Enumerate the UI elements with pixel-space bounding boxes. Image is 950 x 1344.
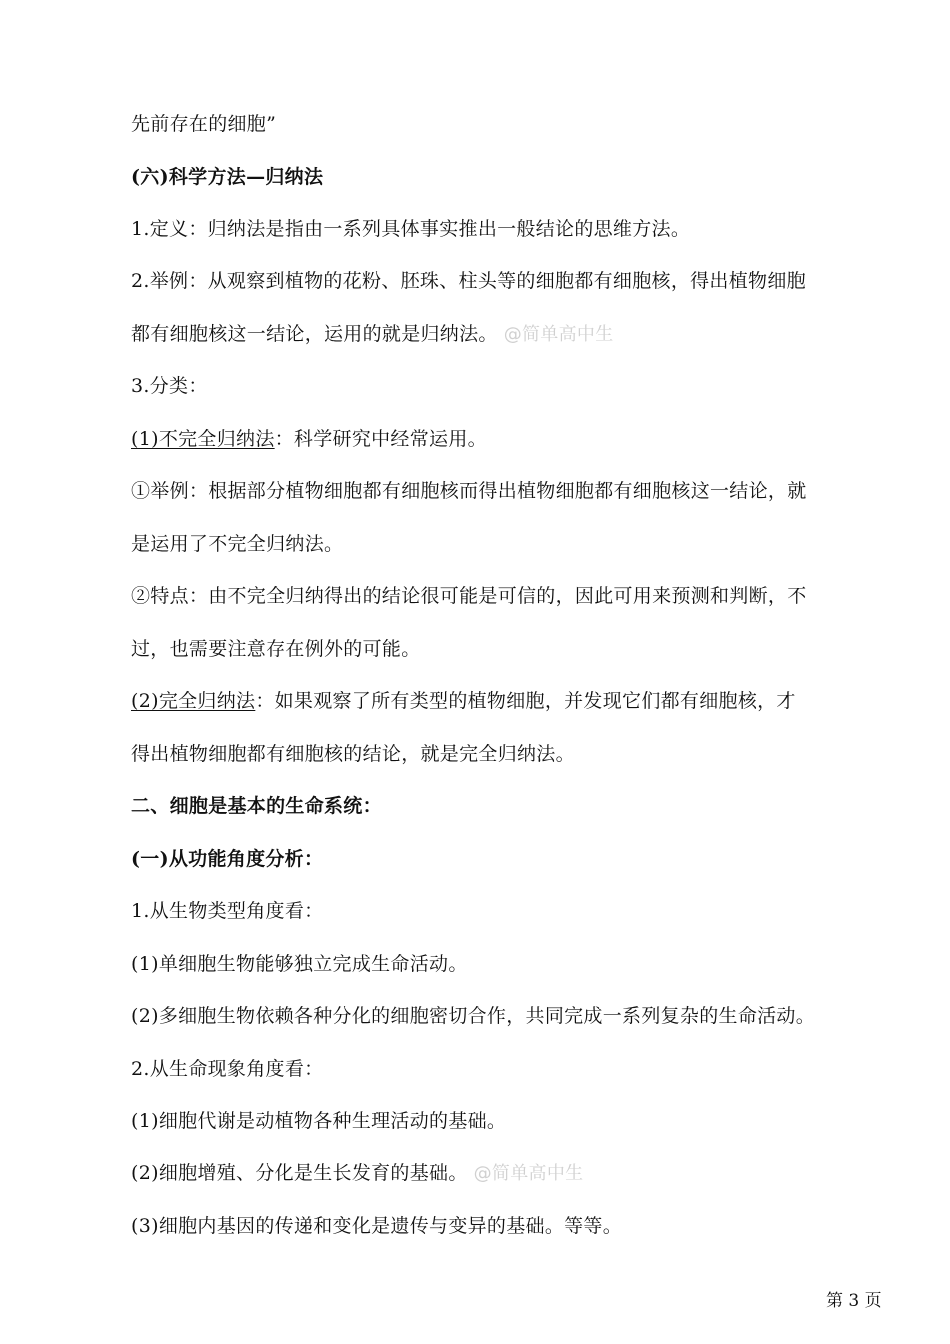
- section-heading: 二、细胞是基本的生命系统：: [131, 795, 382, 817]
- paragraph-line: 2.从生命现象角度看：: [131, 1058, 324, 1080]
- paragraph-line: (2)多细胞生物依赖各种分化的细胞密切合作，共同完成一系列复杂的生命活动。: [131, 1005, 816, 1027]
- paragraph-text: 都有细胞核这一结论，运用的就是归纳法。: [131, 323, 498, 345]
- section-heading: (一)从功能角度分析：: [131, 848, 324, 870]
- paragraph-line: 先前存在的细胞”: [131, 113, 277, 135]
- paragraph-line: 得出植物细胞都有细胞核的结论，就是完全归纳法。: [131, 743, 575, 765]
- paragraph-text: ：科学研究中经常运用。: [274, 428, 487, 450]
- paragraph-line: (1)细胞代谢是动植物各种生理活动的基础。: [131, 1110, 507, 1132]
- paragraph-line: [131, 426, 831, 452]
- paragraph-line: 1.从生物类型角度看：: [131, 900, 324, 922]
- paragraph-line: [131, 1160, 831, 1187]
- paragraph-line: 3.分类：: [131, 375, 208, 397]
- paragraph-line: 是运用了不完全归纳法。: [131, 533, 344, 555]
- paragraph-line: ①举例：根据部分植物细胞都有细胞核而得出植物细胞都有细胞核这一结论，就: [131, 480, 807, 502]
- paragraph-text: (2)细胞增殖、分化是生长发育的基础。: [131, 1162, 468, 1184]
- paragraph-line: (3)细胞内基因的传递和变化是遗传与变异的基础。等等。: [131, 1215, 623, 1237]
- paragraph-line: (1)单细胞生物能够独立完成生命活动。: [131, 953, 468, 975]
- watermark: @简单高中生: [503, 324, 614, 345]
- paragraph-text: ：如果观察了所有类型的植物细胞，并发现它们都有细胞核，才: [255, 690, 796, 712]
- paragraph-line: [131, 688, 831, 714]
- watermark: @简单高中生: [473, 1163, 584, 1184]
- paragraph-line: ②特点：由不完全归纳得出的结论很可能是可信的，因此可用来预测和判断，不: [131, 585, 807, 607]
- paragraph-line: 2.举例：从观察到植物的花粉、胚珠、柱头等的细胞都有细胞核，得出植物细胞: [131, 270, 806, 292]
- paragraph-line: 过，也需要注意存在例外的可能。: [131, 638, 421, 660]
- underlined-term: (1)不完全归纳法: [131, 428, 275, 450]
- page-number: 第 3 页: [826, 1291, 882, 1311]
- paragraph-line: 1.定义：归纳法是指由一系列具体事实推出一般结论的思维方法。: [131, 218, 691, 240]
- section-heading: (六)科学方法—归纳法: [131, 166, 324, 188]
- paragraph-line: [131, 321, 831, 348]
- underlined-term: (2)完全归纳法: [131, 690, 256, 712]
